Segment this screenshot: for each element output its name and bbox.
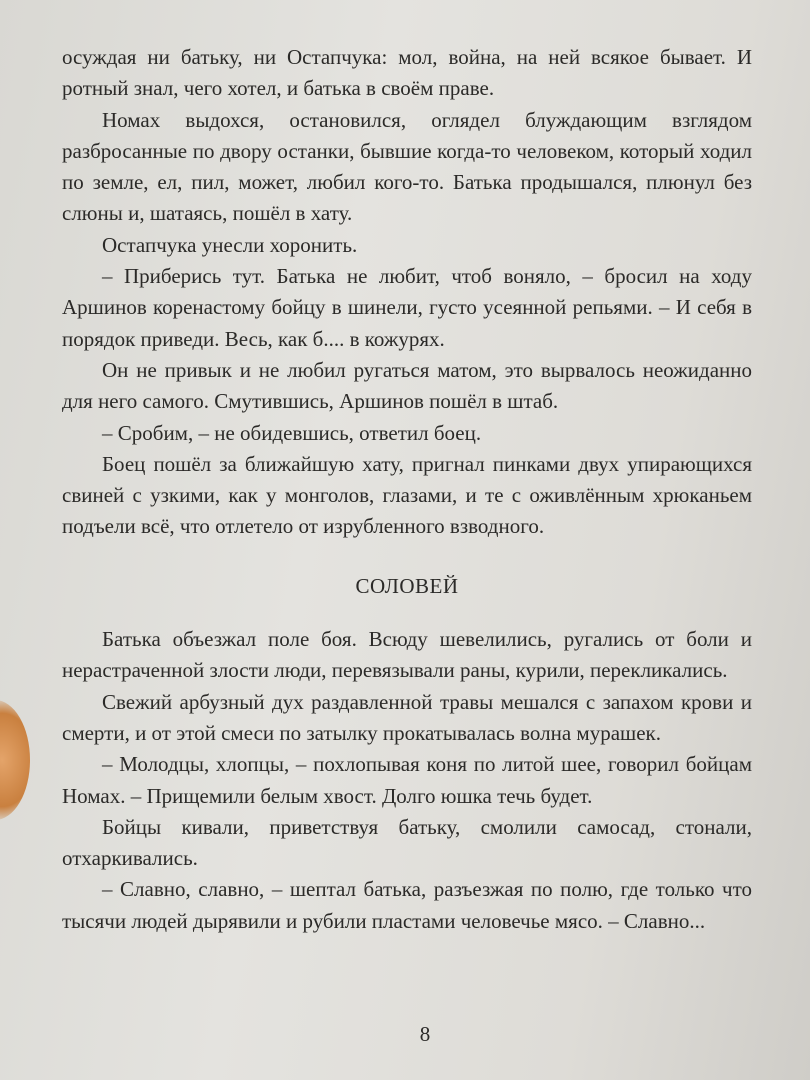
paragraph: Свежий арбузный дух раздавленной травы мешался с запахом крови и смерти, и от этой смеси по затылку прокатывалась волна мурашек.	[62, 689, 752, 745]
paragraph: Бойцы кивали, приветствуя батьку, смолили самосад, стонали, отхаркивались.	[62, 814, 752, 871]
paragraph: – Молодцы, хлопцы, – похлопывая коня по литой шее, говорил бойцам Номах. – Прищемили белым хвост. Долго юшка течь будет.	[62, 752, 752, 808]
page-number: 8	[419, 1022, 431, 1046]
book-page	[40, 0, 810, 1080]
paragraph: – Сробим, – не обидевшись, ответил боец.	[102, 420, 482, 445]
finger-shadow	[0, 700, 30, 820]
paragraph: Батька объезжал поле боя. Всюду шевелились, ругались от боли и нерастраченной злости люди, перевязывали раны, курили, перекликались.	[62, 627, 752, 683]
paragraph: Он не привык и не любил ругаться матом, это вырвалось неожиданно для него самого. Смутившись, Аршинов пошёл в штаб.	[62, 357, 752, 414]
paragraph: осуждая ни батьку, ни Остапчука: мол, война, на ней всякое бывает. И ротный знал, чего хотел, и батька в своём праве.	[62, 45, 752, 101]
paragraph: – Приберись тут. Батька не любит, чтоб воняло, – бросил на ходу Аршинов коренастому бойцу в шинели, густо усеянной репьями. – И себя в порядок приведи. Весь, как б.... в кожурях.	[62, 264, 752, 351]
paragraph: Номах выдохся, остановился, оглядел блуждающим взглядом разбросанные по двору останки, бывшие когда-то человеком, который ходил по земле, ел, пил, может, любил кого-то. Батька продышался, плюнул без слюны и, шатаясь, пошёл в хату.	[62, 107, 752, 226]
paragraph: Остапчука унесли хоронить.	[102, 232, 358, 257]
section-title: СОЛОВЕЙ	[355, 573, 459, 598]
page-text	[62, 42, 752, 937]
paragraph: – Славно, славно, – шептал батька, разъезжая по полю, где только что тысячи людей дырявили и рубили пластами человечье мясо. – Славно...	[62, 877, 752, 933]
paragraph: Боец пошёл за ближайшую хату, пригнал пинками двух упирающихся свиней с узкими, как у монголов, глазами, и те с оживлённым хрюканьем подъели всё, что отлетело от изрубленного взводного.	[62, 451, 752, 539]
